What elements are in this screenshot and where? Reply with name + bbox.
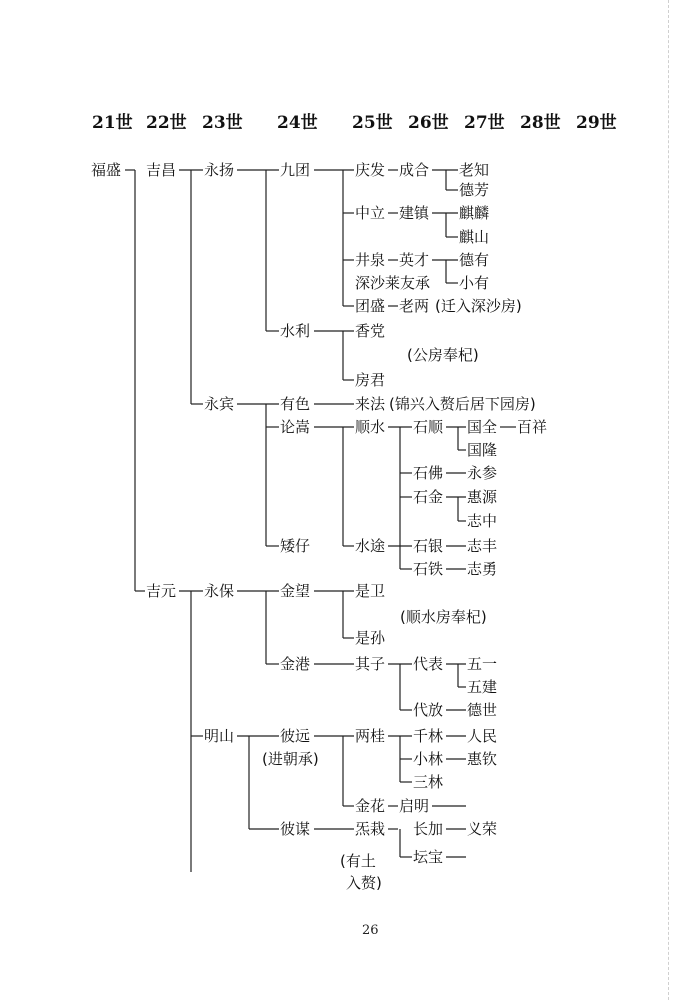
person-zhiyong: 志勇 [467, 560, 498, 578]
person-shishun: 石顺 [413, 418, 444, 436]
person-tanbao: 坛宝 [413, 848, 444, 866]
gen-24: 24世 [277, 113, 318, 133]
person-huiqin: 惠钦 [467, 750, 498, 768]
person-laoliang: 老两 [399, 297, 430, 315]
note-laifa: (锦兴入赘后居下园房) [389, 395, 536, 413]
person-shiwei: 是卫 [355, 582, 386, 600]
person-tuansheng: 团盛 [355, 297, 386, 315]
note-jinchao: (进朝承) [262, 750, 319, 768]
person-yongyang: 永扬 [204, 161, 235, 179]
person-baixiang: 百祥 [517, 418, 548, 436]
gen-26: 26世 [408, 113, 449, 133]
person-daifang: 代放 [413, 701, 444, 719]
person-yongbao: 永保 [204, 582, 235, 600]
person-qishan: 麒山 [459, 228, 490, 246]
person-lunzu: 论嵩 [280, 418, 311, 436]
person-shiyin: 石银 [413, 537, 444, 555]
person-jianzhen: 建镇 [399, 204, 430, 222]
person-changjia: 长加 [413, 820, 444, 838]
person-xiangdang: 香党 [355, 322, 386, 340]
person-wujian: 五建 [467, 678, 498, 696]
person-aizai: 矮仔 [280, 537, 311, 555]
person-jiutuan: 九团 [280, 161, 311, 179]
gen-28: 28世 [520, 113, 561, 133]
person-yongshen: 永参 [467, 464, 498, 482]
person-jichang: 吉昌 [146, 161, 177, 179]
person-fangjun: 房君 [355, 371, 386, 389]
person-qingfa: 庆发 [355, 161, 386, 179]
person-laozhi: 老知 [459, 161, 490, 179]
gen-29: 29世 [576, 113, 617, 133]
person-qiming: 启明 [399, 797, 430, 815]
note-youtu-line2: 入赘) [346, 874, 382, 892]
person-shunshui: 顺水 [355, 418, 386, 436]
person-lianggui: 两桂 [355, 727, 386, 745]
person-sanlin: 三林 [413, 773, 444, 791]
person-huiyuan: 惠源 [467, 488, 498, 506]
person-chenghe: 成合 [399, 161, 430, 179]
person-mingshan: 明山 [204, 727, 235, 745]
person-jinhua: 金花 [355, 797, 386, 815]
person-defang: 德芳 [459, 181, 490, 199]
person-shitie: 石铁 [413, 560, 444, 578]
gen-22: 22世 [146, 113, 187, 133]
person-daibiao: 代表 [413, 655, 444, 673]
person-biyuan: 彼远 [280, 727, 311, 745]
person-renmin: 人民 [467, 727, 498, 745]
person-yongbin: 永宾 [204, 395, 235, 413]
person-bimou: 彼谋 [280, 820, 311, 838]
gen-25: 25世 [352, 113, 393, 133]
gen-23: 23世 [202, 113, 243, 133]
person-jiyuan: 吉元 [146, 582, 177, 600]
note-gongfang: (公房奉杞) [407, 346, 479, 364]
person-jinwang: 金望 [280, 582, 311, 600]
person-shuili: 水利 [280, 322, 311, 340]
gen-27: 27世 [464, 113, 505, 133]
gen-21: 21世 [92, 113, 133, 133]
note-shunshui-fang: (顺水房奉杞) [400, 608, 487, 626]
person-zhizhong: 志中 [467, 512, 498, 530]
person-guolong: 国隆 [467, 441, 498, 459]
person-xiaolin: 小林 [413, 750, 444, 768]
person-laifa: 来法 [355, 395, 386, 413]
person-shuitu: 水途 [355, 537, 386, 555]
person-shensha: 深沙莱友承 [355, 274, 431, 292]
person-deyou: 德有 [459, 251, 490, 269]
person-deshi: 德世 [467, 701, 498, 719]
person-qianlin: 千林 [413, 727, 444, 745]
person-guoquan: 国全 [467, 418, 498, 436]
person-shijin: 石金 [413, 488, 444, 506]
person-qilin: 麒麟 [459, 204, 490, 222]
person-yingcai: 英才 [399, 251, 430, 269]
person-fusheng: 福盛 [91, 161, 122, 179]
note-laoliang-moved: (迁入深沙房) [435, 297, 522, 315]
person-jingang: 金港 [280, 655, 311, 673]
person-yirong: 义荣 [467, 820, 498, 838]
person-youse: 有色 [280, 395, 311, 413]
person-qizi: 其子 [355, 655, 386, 673]
person-xiaoyou: 小有 [459, 274, 490, 292]
note-youtu-line1: (有土 [340, 852, 376, 870]
person-wuyi: 五一 [467, 655, 498, 673]
page-number: 26 [362, 923, 379, 938]
person-jingquan: 井泉 [355, 251, 386, 269]
person-zhifeng: 志丰 [467, 537, 498, 555]
person-shifo: 石佛 [413, 464, 444, 482]
person-zhongli: 中立 [355, 204, 386, 222]
person-taizai: 炁栽 [355, 820, 386, 838]
person-shisun: 是孙 [355, 629, 386, 647]
